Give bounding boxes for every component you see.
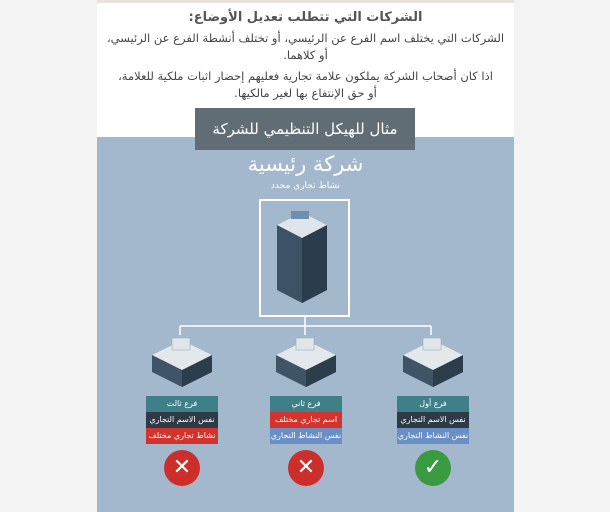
branch-name: فرع أول bbox=[397, 396, 469, 412]
check-icon: ✓ bbox=[415, 450, 451, 486]
branch-activity: نفس النشاط التجاري bbox=[270, 428, 342, 444]
branch-card bbox=[146, 396, 218, 444]
branch-trade-name: نفس الاسم التجاري bbox=[146, 412, 218, 428]
branch-building-icon bbox=[276, 338, 336, 387]
content-column bbox=[97, 0, 514, 512]
x-icon: ✕ bbox=[164, 450, 200, 486]
main-activity-label: نشاط تجاري محدد bbox=[270, 181, 341, 191]
branch-building-icon bbox=[403, 338, 463, 387]
section-heading: الشركات التي تتطلب تعديل الأوضاع: bbox=[188, 10, 423, 25]
paragraph-2-line-1: اذا كان أصحاب الشركة يملكون علامة تجارية فعليهم إحضار اثبات ملكية للعلامة، bbox=[118, 69, 493, 83]
branch-trade-name: نفس الاسم التجاري bbox=[397, 412, 469, 428]
branch-card bbox=[397, 396, 469, 444]
branch-building-icon bbox=[152, 338, 212, 387]
branch-name: فرع ثالث bbox=[146, 396, 218, 412]
main-company-label: شركة رئيسية bbox=[247, 152, 364, 176]
branch-trade-name: اسم تجاري مختلف bbox=[270, 412, 342, 428]
branch-activity: نفس النشاط التجاري bbox=[397, 428, 469, 444]
main-building-icon bbox=[277, 211, 327, 303]
branch-name: فرع ثاني bbox=[270, 396, 342, 412]
org-chart-title: مثال للهيكل التنظيمي للشركة bbox=[195, 108, 415, 150]
branch-activity: نشاط تجاري مختلف bbox=[146, 428, 218, 444]
branch-card bbox=[270, 396, 342, 444]
paragraph-2-line-2: أو حق الإنتفاع بها لغير مالكيها. bbox=[234, 86, 377, 100]
x-icon: ✕ bbox=[288, 450, 324, 486]
paragraph-1: الشركات التي يختلف اسم الفرع عن الرئيسي، أو تختلف أنشطة الفرع عن الرئيسي، أو كلاهما. bbox=[106, 31, 505, 62]
